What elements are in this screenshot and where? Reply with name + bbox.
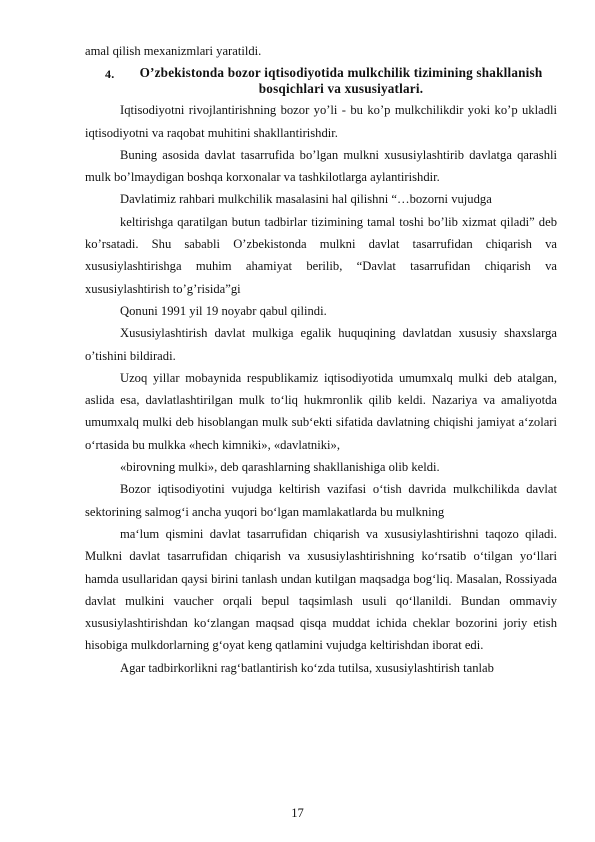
section-title: O’zbekistonda bozor iqtisodiyotida mulkchilik tizimining shakllanish bosqichlari va xususiyatlari. [139, 65, 543, 97]
paragraph: Xususiylashtirish davlat mulkiga egalik huquqining davlatdan xususiy shaxslarga o’tishini bildiradi. [85, 326, 557, 363]
paragraph: ma‘lum qismini davlat tasarrufidan chiqarish va xususiylashtirishni taqozo qiladi. Mulkni davlat tasarrufidan chiqarish va xususiylashtirishning ko‘rsatib o‘tilgan yo‘llari hamda usullaridan qaysi birini tanlash undan kutilgan maqsadga bog‘liq. Masalan, Rossiyada davlat mulkini vaucher orqali bepul taqsimlash usuli qo‘llanildi. Bundan ommaviy xususiylashtirishdan ko‘zlangan maqsad qisqa muddat ichida cheklar bozorini joriy etish hisobiga mulkdorlarning g‘oyat keng qatlamini vujudga keltirishdan iborat edi. [85, 526, 557, 653]
paragraph: Agar tadbirkorlikni rag‘batlantirish ko‘zda tutilsa, xususiylashtirish tanlab [120, 660, 494, 675]
intro-line: amal qilish mexanizmlari yaratildi. [85, 44, 262, 58]
section-heading [85, 63, 557, 99]
paragraph: Bozor iqtisodiyotini vujudga keltirish vazifasi o‘tish davrida mulkchilikda davlat sektorining salmog‘i ancha yuqori bo‘lgan mamlakatlarda bu mulkning [85, 482, 557, 519]
paragraph: «birovning mulki», deb qarashlarning shakllanishiga olib keldi. [120, 460, 440, 475]
body-text [85, 40, 557, 679]
paragraph: Qonuni 1991 yil 19 noyabr qabul qilindi. [120, 303, 327, 318]
section-number: 4. [105, 67, 115, 82]
paragraph: keltirishga qaratilgan butun tadbirlar tizimining tamal toshi bo’lib xizmat qiladi” deb ko’rsatadi. Shu sababli O’zbekistonda mulkni davlat tasarrufidan chiqarish va xususiylashtirishga muhim ahamiyat berilib, “Davlat tasarrufidan chiqarish va xususiylashtirish to’g’risida”gi [85, 214, 557, 296]
page-number: 17 [291, 806, 304, 820]
paragraph: Davlatimiz rahbari mulkchilik masalasini hal qilishni “…bozorni vujudga [120, 192, 492, 207]
paragraph: Uzoq yillar mobaynida respublikamiz iqtisodiyotida umumxalq mulki deb atalgan, aslida esa, davlatlashtirilgan mulk to‘liq hukmronlik qilib keldi. Nazariya va amaliyotda umumxalq mulki deb hisoblangan mulk sub‘ekti sifatida davlatning chiqishi jamiyat a‘zolari o‘rtasida bu mulkka «hech kimniki», «davlatniki», [85, 370, 557, 452]
paragraph: Iqtisodiyotni rivojlantirishning bozor yo’li - bu ko’p mulkchilikdir yoki ko’p ukladli iqtisodiyotni va raqobat muhitini shakllantirishdir. [85, 103, 557, 140]
paragraph: Buning asosida davlat tasarrufida bo’lgan mulkni xususiylashtirib davlatga qarashli mulk bo’lmaydigan boshqa korxonalar va tashkilotlarga aylantirishdir. [85, 147, 557, 185]
